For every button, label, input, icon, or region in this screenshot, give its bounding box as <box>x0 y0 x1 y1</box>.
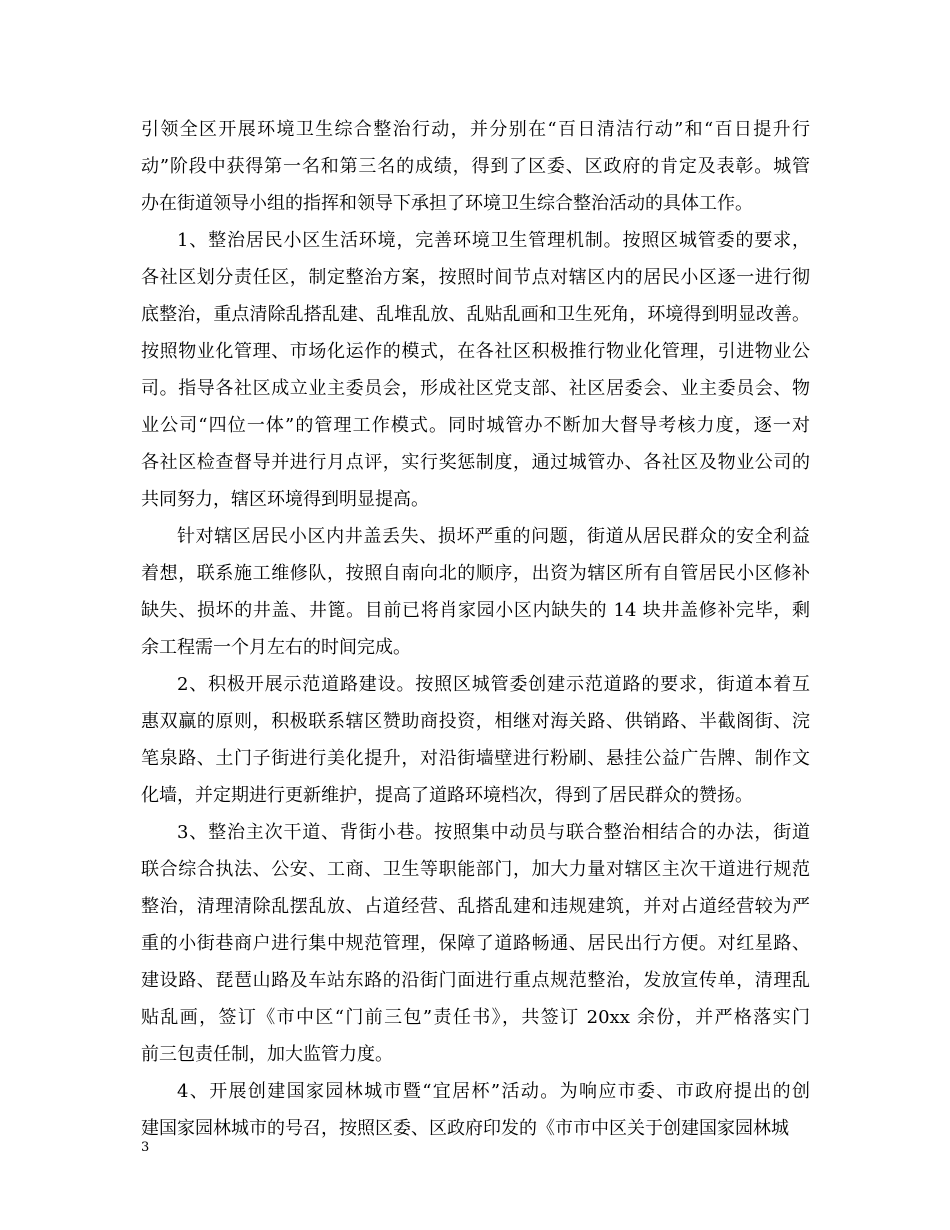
text-line: 引领全区开展环境卫生综合整治行动，并分别在“百日清洁行动”和“百日提升行 <box>141 119 810 140</box>
text-line: 针对辖区居民小区内井盖丢失、损坏严重的问题，街道从居民群众的安全利益 <box>177 526 810 547</box>
text-line: 重的小街巷商户进行集中规范管理，保障了道路畅通、居民出行方便。对红星路、 <box>141 933 810 954</box>
paragraph <box>141 111 810 222</box>
text-line: 2、积极开展示范道路建设。按照区城管委创建示范道路的要求，街道本着互 <box>177 674 810 695</box>
text-line: 3、整治主次干道、背街小巷。按照集中动员与联合整治相结合的办法，街道 <box>177 822 810 843</box>
text-line: 各社区划分责任区，制定整治方案，按照时间节点对辖区内的居民小区逐一进行彻 <box>141 267 810 288</box>
paragraph <box>141 1073 810 1147</box>
text-line: 惠双赢的原则，积极联系辖区赞助商投资，相继对海关路、供销路、半截阁街、浣 <box>141 711 810 732</box>
paragraph <box>141 814 810 1073</box>
text-line: 着想，联系施工维修队，按照自南向北的顺序，出资为辖区所有自管居民小区修补 <box>141 563 810 584</box>
text-line: 业公司“四位一体”的管理工作模式。同时城管办不断加大督导考核力度，逐一对 <box>141 415 810 436</box>
text-line: 4、开展创建国家园林城市暨“宜居杯”活动。为响应市委、市政府提出的创 <box>177 1081 810 1102</box>
page-number: 3 <box>141 1140 150 1155</box>
text-line: 动”阶段中获得第一名和第三名的成绩，得到了区委、区政府的肯定及表彰。城管 <box>141 156 810 177</box>
text-line: 建设路、琵琶山路及车站东路的沿街门面进行重点规范整治，发放宣传单，清理乱 <box>141 970 810 991</box>
paragraph <box>141 666 810 814</box>
text-line: 办在街道领导小组的指挥和领导下承担了环境卫生综合整治活动的具体工作。 <box>141 193 753 214</box>
text-line: 笔泉路、土门子街进行美化提升，对沿街墙壁进行粉刷、悬挂公益广告牌、制作文 <box>141 748 810 769</box>
text-line: 底整治，重点清除乱搭乱建、乱堆乱放、乱贴乱画和卫生死角，环境得到明显改善。 <box>141 304 810 325</box>
text-line: 按照物业化管理、市场化运作的模式，在各社区积极推行物业化管理，引进物业公 <box>141 341 810 362</box>
text-line: 司。指导各社区成立业主委员会，形成社区党支部、社区居委会、业主委员会、物 <box>141 378 810 399</box>
text-line: 共同努力，辖区环境得到明显提高。 <box>141 489 429 510</box>
text-line: 整治，清理清除乱摆乱放、占道经营、乱搭乱建和违规建筑，并对占道经营较为严 <box>141 896 810 917</box>
document-body <box>141 111 810 1147</box>
text-line: 贴乱画，签订《市中区“门前三包”责任书》，共签订 20xx 余份，并严格落实门 <box>141 1007 810 1028</box>
text-line: 建国家园林城市的号召，按照区委、区政府印发的《市市中区关于创建国家园林城 <box>141 1118 789 1139</box>
paragraph <box>141 222 810 518</box>
text-line: 缺失、损坏的井盖、井篦。目前已将肖家园小区内缺失的 14 块井盖修补完毕，剩 <box>141 600 810 621</box>
text-line: 联合综合执法、公安、工商、卫生等职能部门，加大力量对辖区主次干道进行规范 <box>141 859 810 880</box>
text-line: 化墙，并定期进行更新维护，提高了道路环境档次，得到了居民群众的赞扬。 <box>141 785 753 806</box>
paragraph <box>141 518 810 666</box>
text-line: 各社区检查督导并进行月点评，实行奖惩制度，通过城管办、各社区及物业公司的 <box>141 452 810 473</box>
text-line: 1、整治居民小区生活环境，完善环境卫生管理机制。按照区城管委的要求， <box>177 230 810 251</box>
text-line: 前三包责任制，加大监管力度。 <box>141 1044 393 1065</box>
text-line: 余工程需一个月左右的时间完成。 <box>141 637 411 658</box>
